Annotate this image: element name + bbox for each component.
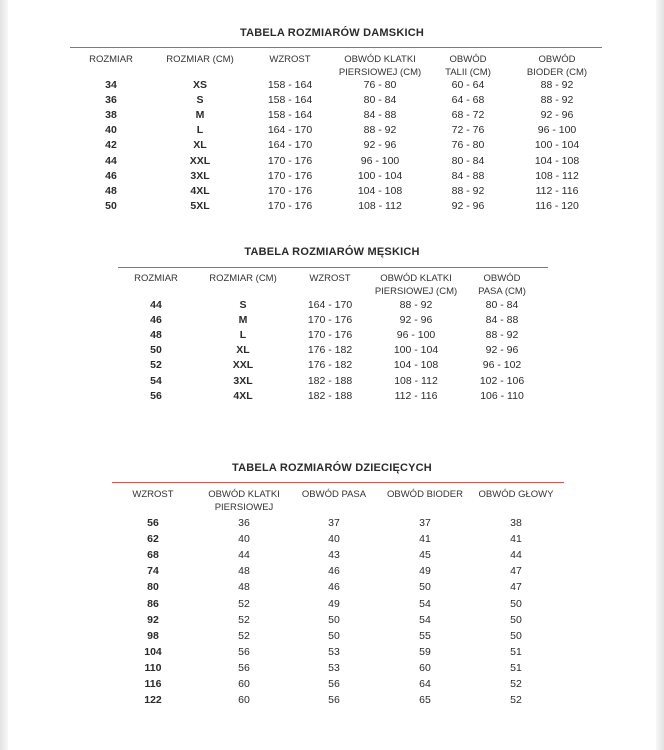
men-cell: 182 - 188	[307, 374, 353, 387]
women-cell: 60 - 64	[451, 79, 485, 91]
men-cell: 96 - 102	[482, 359, 522, 372]
kids-cell: 37	[419, 517, 431, 529]
women-cell: 72 - 76	[451, 124, 485, 137]
women-cell: 42	[105, 139, 117, 152]
women-cell: 80 - 84	[363, 94, 397, 107]
men-cell: 4XL	[233, 389, 253, 402]
women-cell: 92 - 96	[451, 199, 485, 212]
kids-cell: 50	[328, 629, 340, 642]
women-header-5-line-1: BIODER (CM)	[526, 67, 588, 78]
men-cell: S	[239, 299, 247, 311]
kids-cell: 41	[419, 533, 431, 546]
men-cell: 56	[150, 389, 162, 402]
men-cell: 54	[150, 374, 162, 387]
kids-cell: 48	[238, 581, 250, 594]
kids-cell: 53	[328, 645, 340, 658]
women-cell: 164 - 170	[267, 124, 313, 137]
kids-cell: 50	[510, 613, 522, 626]
men-cell: 170 - 176	[307, 329, 353, 342]
men-cell: 170 - 176	[307, 314, 353, 327]
women-cell: 96 - 100	[360, 154, 400, 167]
kids-header-0-line-0: WZROST	[132, 489, 174, 500]
kids-cell: 51	[510, 645, 522, 658]
men-cell: XL	[236, 344, 250, 357]
women-cell: 34	[105, 79, 117, 91]
women-cell: 104 - 108	[534, 154, 580, 167]
women-header-0-line-0: ROZMIAR	[89, 54, 133, 65]
kids-table-title: TABELA ROZMIARÓW DZIECIĘCYCH	[232, 462, 432, 474]
women-header-4-line-0: OBWÓD	[449, 54, 487, 65]
women-header-5-line-0: OBWÓD	[538, 54, 576, 65]
women-cell: XL	[193, 139, 207, 152]
men-cell: 52	[150, 359, 162, 372]
women-cell: 100 - 104	[534, 139, 580, 152]
kids-cell: 92	[147, 613, 159, 626]
women-cell: 64 - 68	[451, 94, 485, 107]
kids-cell: 40	[238, 533, 250, 546]
men-cell: 48	[150, 329, 162, 342]
kids-cell: 51	[510, 661, 522, 674]
men-header-2-line-0: WZROST	[309, 273, 351, 284]
men-cell: 3XL	[233, 374, 253, 387]
men-cell: 46	[150, 314, 162, 327]
women-cell: 3XL	[190, 169, 210, 182]
women-cell: 80 - 84	[451, 154, 485, 167]
women-cell: 44	[105, 154, 117, 167]
women-cell: 84 - 88	[451, 169, 485, 182]
kids-cell: 50	[328, 613, 340, 626]
women-cell: 76 - 80	[451, 139, 485, 152]
men-cell: 102 - 106	[479, 374, 525, 387]
women-cell: 38	[105, 109, 117, 122]
women-cell: 76 - 80	[363, 79, 397, 91]
kids-cell: 40	[328, 533, 340, 546]
women-cell: 68 - 72	[451, 109, 485, 122]
women-cell: 108 - 112	[358, 199, 402, 212]
kids-cell: 41	[510, 533, 522, 546]
kids-cell: 74	[147, 565, 159, 578]
kids-cell: 104	[144, 645, 162, 658]
men-cell: 50	[150, 344, 162, 357]
men-cell: 104 - 108	[393, 359, 439, 372]
kids-cell: 52	[238, 613, 250, 626]
kids-cell: 49	[328, 597, 340, 610]
kids-cell: 48	[238, 565, 250, 578]
kids-cell: 36	[238, 517, 250, 529]
women-cell: 170 - 176	[267, 199, 313, 212]
women-cell: 4XL	[190, 184, 210, 197]
kids-cell: 68	[147, 549, 159, 562]
kids-cell: 45	[419, 549, 431, 562]
kids-cell: 43	[328, 549, 340, 562]
kids-header-2-line-0: OBWÓD PASA	[301, 489, 367, 500]
women-cell: 158 - 164	[267, 79, 313, 91]
men-cell: 92 - 96	[399, 314, 433, 327]
kids-cell: 55	[419, 629, 431, 642]
kids-cell: 60	[419, 661, 431, 674]
kids-cell: 38	[510, 517, 522, 529]
women-cell: S	[196, 94, 204, 107]
men-cell: 96 - 100	[396, 329, 436, 342]
women-cell: 88 - 92	[540, 79, 574, 91]
kids-cell: 62	[147, 533, 159, 546]
women-cell: 170 - 176	[267, 169, 313, 182]
women-cell: M	[195, 109, 205, 122]
men-cell: 176 - 182	[307, 359, 353, 372]
kids-cell: 86	[147, 597, 159, 610]
kids-cell: 50	[419, 581, 431, 594]
women-cell: 104 - 108	[357, 184, 403, 197]
kids-cell: 54	[419, 613, 431, 626]
women-header-4-line-1: TALII (CM)	[445, 67, 491, 78]
kids-cell: 52	[238, 597, 250, 610]
kids-cell: 56	[147, 517, 159, 529]
women-table-title: TABELA ROZMIARÓW DAMSKICH	[239, 27, 425, 39]
kids-cell: 80	[147, 581, 159, 594]
women-cell: 84 - 88	[363, 109, 397, 122]
women-cell: 116 - 120	[535, 199, 579, 212]
men-cell: L	[239, 329, 247, 342]
kids-cell: 54	[419, 597, 431, 610]
kids-cell: 50	[510, 597, 522, 610]
kids-cell: 46	[328, 565, 340, 578]
women-cell: 88 - 92	[540, 94, 574, 107]
men-cell: XXL	[232, 359, 254, 372]
women-cell: 108 - 112	[535, 169, 579, 182]
women-cell: 96 - 100	[537, 124, 577, 137]
kids-header-4-line-0: OBWÓD GŁOWY	[478, 489, 554, 500]
kids-cell: 56	[238, 661, 250, 674]
kids-cell: 60	[238, 678, 250, 690]
men-cell: 44	[150, 299, 162, 311]
women-cell: 100 - 104	[357, 169, 403, 182]
men-header-3-line-0: OBWÓD KLATKI	[380, 273, 452, 284]
kids-cell: 44	[238, 549, 250, 562]
women-header-1-line-0: ROZMIAR (CM)	[166, 54, 234, 65]
men-header-1-line-0: ROZMIAR (CM)	[209, 273, 277, 284]
men-cell: 164 - 170	[307, 299, 353, 311]
men-cell: 100 - 104	[393, 344, 439, 357]
men-cell: 108 - 112	[394, 374, 438, 387]
kids-cell: 46	[328, 581, 340, 594]
women-cell: 5XL	[190, 199, 210, 212]
women-cell: 50	[105, 199, 117, 212]
women-cell: L	[196, 124, 204, 137]
women-cell: 36	[105, 94, 117, 107]
women-cell: 158 - 164	[267, 109, 313, 122]
kids-cell: 98	[147, 629, 159, 642]
kids-cell: 52	[510, 694, 522, 707]
women-cell: XXL	[189, 154, 211, 167]
men-header-3-line-1: PIERSIOWEJ (CM)	[374, 286, 458, 297]
men-header-4-line-1: PASA (CM)	[478, 286, 526, 297]
kids-cell: 37	[328, 517, 340, 529]
women-cell: 88 - 92	[363, 124, 397, 137]
women-cell: 88 - 92	[451, 184, 485, 197]
women-cell: 112 - 116	[535, 184, 579, 197]
men-cell: 106 - 110	[480, 389, 524, 402]
kids-cell: 47	[510, 581, 522, 594]
women-cell: 170 - 176	[267, 184, 313, 197]
men-cell: M	[238, 314, 248, 327]
men-table-title: TABELA ROZMIARÓW MĘSKICH	[244, 246, 420, 258]
kids-cell: 47	[510, 565, 522, 578]
kids-cell: 65	[419, 694, 431, 707]
women-cell: 164 - 170	[267, 139, 313, 152]
men-cell: 182 - 188	[307, 389, 353, 402]
kids-cell: 60	[238, 694, 250, 707]
men-cell: 84 - 88	[485, 314, 519, 327]
women-header-3-line-1: PIERSIOWEJ (CM)	[338, 67, 422, 78]
men-cell: 88 - 92	[485, 329, 519, 342]
kids-cell: 44	[510, 549, 522, 562]
women-cell: 170 - 176	[267, 154, 313, 167]
kids-cell: 56	[238, 645, 250, 658]
kids-cell: 64	[419, 678, 431, 690]
kids-header-3-line-0: OBWÓD BIODER	[386, 489, 463, 500]
men-cell: 80 - 84	[485, 299, 519, 311]
kids-cell: 56	[328, 694, 340, 707]
men-cell: 176 - 182	[307, 344, 353, 357]
kids-cell: 59	[419, 645, 431, 658]
kids-cell: 110	[144, 661, 162, 674]
kids-header-1-line-1: PIERSIOWEJ	[214, 502, 274, 513]
kids-cell: 52	[238, 629, 250, 642]
men-header-4-line-0: OBWÓD	[483, 273, 521, 284]
kids-header-4	[456, 488, 576, 501]
men-header-0-line-0: ROZMIAR	[134, 273, 178, 284]
kids-cell: 52	[510, 678, 522, 690]
kids-header-1-line-0: OBWÓD KLATKI	[208, 489, 280, 500]
kids-cell: 49	[419, 565, 431, 578]
women-cell: 48	[105, 184, 117, 197]
women-header-3-line-0: OBWÓD KLATKI	[344, 54, 416, 65]
men-cell: 112 - 116	[394, 389, 438, 402]
women-cell: 92 - 96	[540, 109, 574, 122]
women-cell: 92 - 96	[363, 139, 397, 152]
kids-cell: 53	[328, 661, 340, 674]
women-cell: XS	[192, 79, 207, 91]
kids-cell: 116	[144, 678, 162, 690]
women-cell: 158 - 164	[267, 94, 313, 107]
women-header-2-line-0: WZROST	[269, 54, 311, 65]
kids-cell: 56	[328, 678, 340, 690]
men-cell: 88 - 92	[399, 299, 433, 311]
kids-cell: 50	[510, 629, 522, 642]
kids-cell: 122	[144, 694, 162, 707]
women-cell: 46	[105, 169, 117, 182]
men-cell: 92 - 96	[485, 344, 519, 357]
women-cell: 40	[105, 124, 117, 137]
